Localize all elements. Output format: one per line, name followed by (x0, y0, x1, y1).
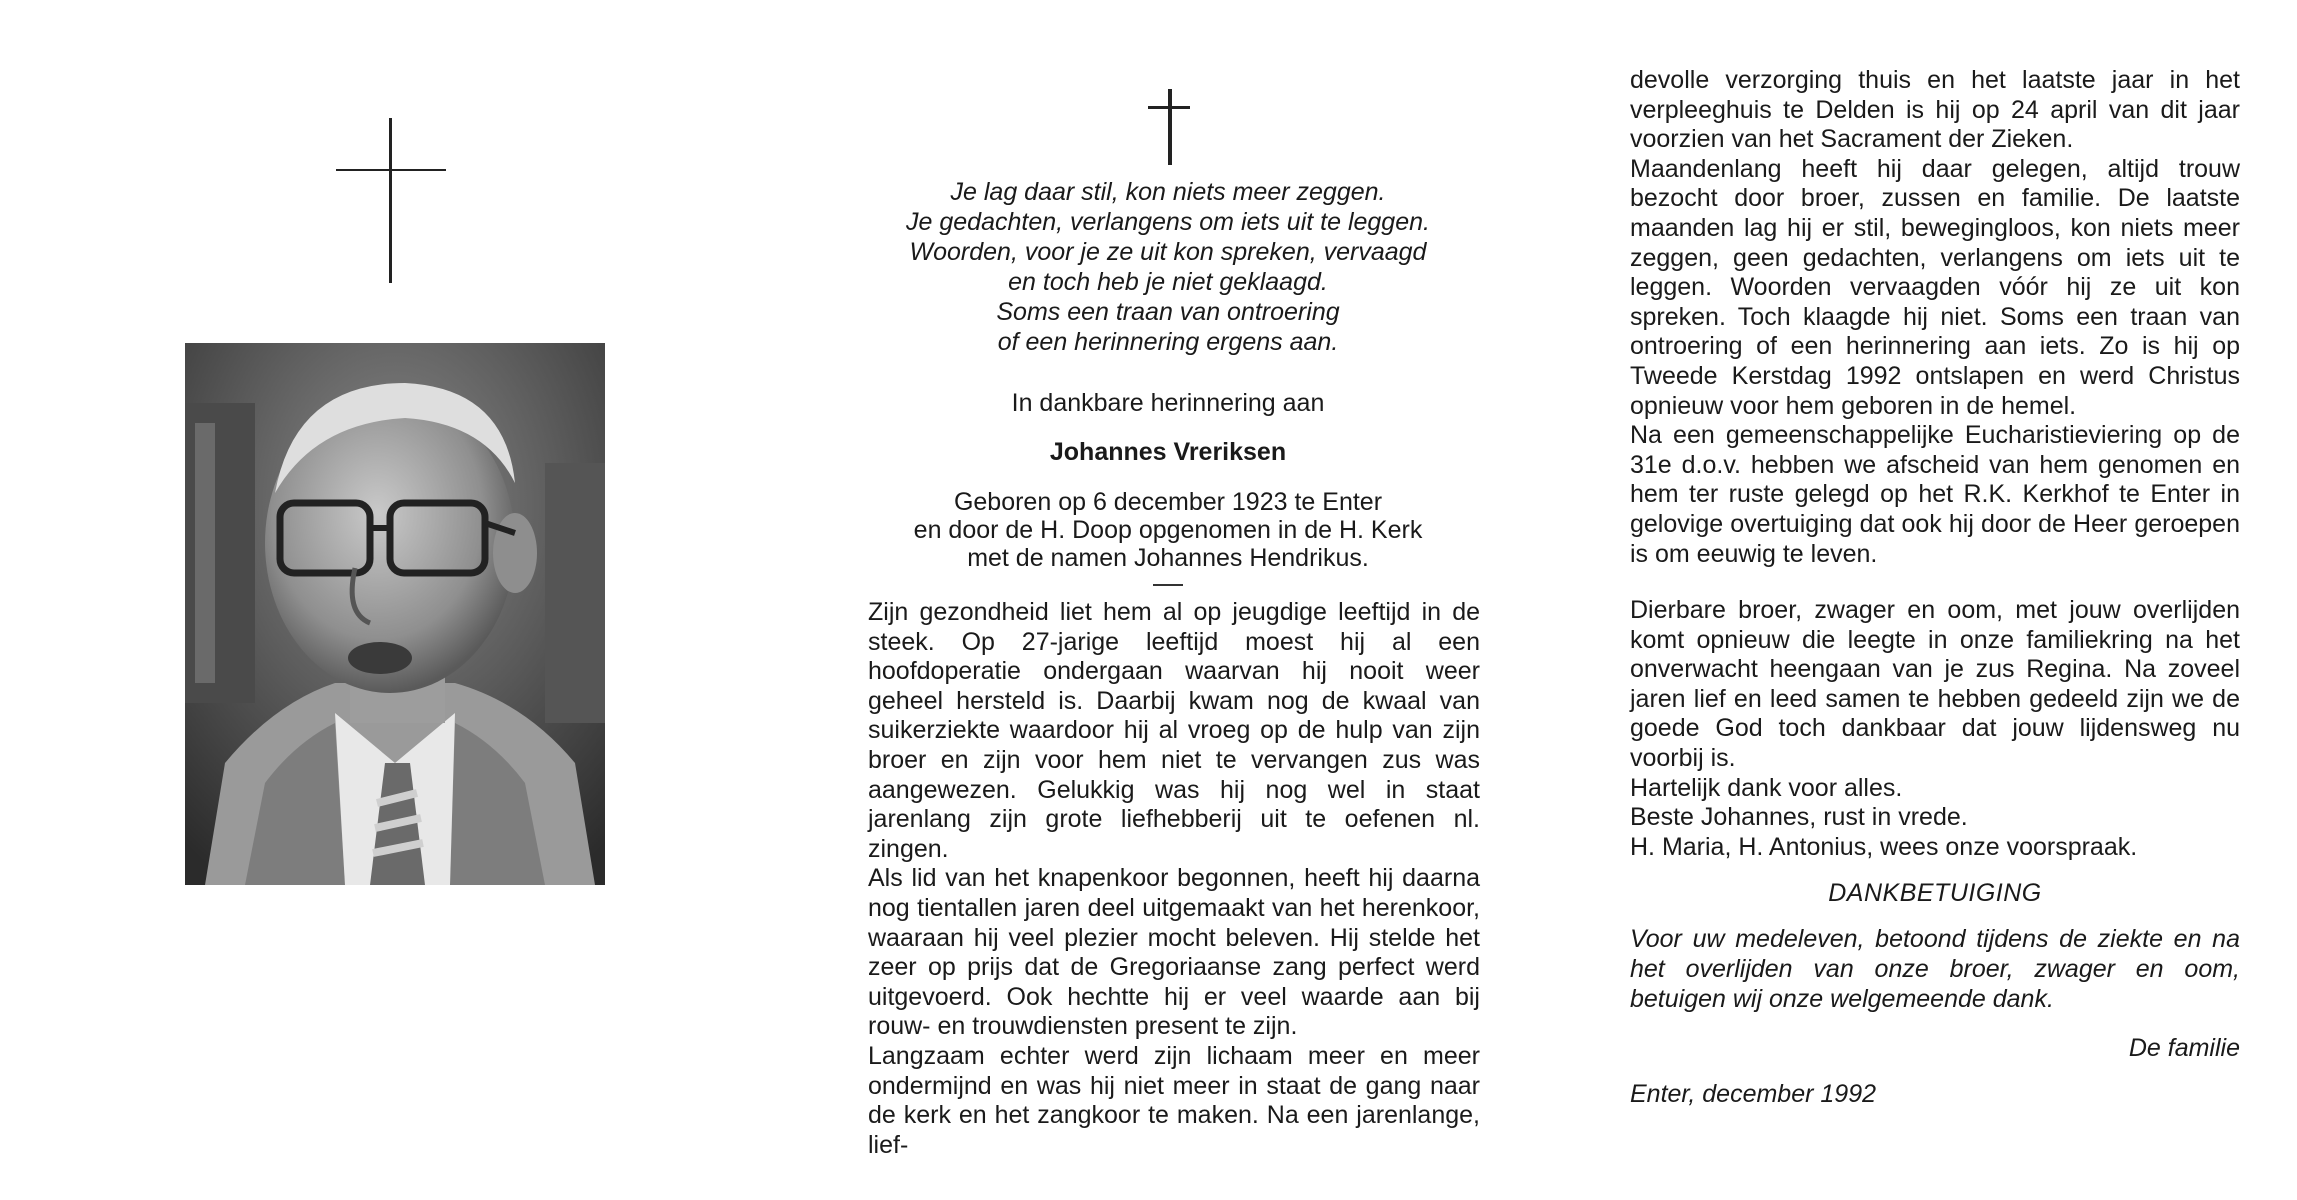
paragraph: Zijn gezondheid liet hem al op jeugdige leeftijd in de steek. Op 27-jarige leeftijd moest hij al een hoofdoperatie ondergaan waarvan hij nooit weer geheel hersteld is. Daarbij kwam nog de kwaal van suikerziekte waardoor hij al vroeg op de hulp van zijn broer en zijn voor hem niet te vervangen zus was aangewezen. Gelukkig was hij nog wel in staat jarenlang zijn grote liefhebberij uit te oefenen nl. zingen. (868, 598, 1480, 863)
closing-line: H. Maria, H. Antonius, wees onze voorspraak. (1630, 832, 2138, 861)
farewell-section (1630, 596, 2240, 862)
poem-line: of een herinnering ergens aan. (997, 328, 1339, 356)
poem-line: en toch heb je niet geklaagd. (1008, 268, 1328, 296)
poem-line: Woorden, voor je ze uit kon spreken, vervaagd (909, 238, 1427, 266)
portrait-photo (185, 343, 605, 885)
birth-line: Geboren op 6 december 1923 te Enter (953, 488, 1383, 516)
poem (868, 177, 1468, 357)
paragraph: Als lid van het knapenkoor begonnen, heeft hij daarna nog tientallen jaren deel uitgemaakt van het herenkoor, waaraan hij veel plezier mocht beleven. Hij stelde het zeer op prijs dat de Gregoriaanse zang perfect werd uitgevoerd. Ook hechtte hij er veel waarde aan bij rouw- en trouwdiensten present te zijn. (868, 864, 1480, 1041)
thanks-text: Voor uw medeleven, betoond tijdens de ziekte en na het overlijden van onze broer, zwager en oom, betuigen wij onze welgemeende dank. (1630, 925, 2240, 1013)
poem-line: Soms een traan van ontroering (996, 298, 1340, 326)
closing-line: Hartelijk dank voor alles. (1630, 773, 1903, 802)
signoff: De familie (2128, 1034, 2240, 1062)
deceased-name: Johannes Vreriksen (1049, 438, 1287, 466)
closing-line: Beste Johannes, rust in vrede. (1630, 803, 1968, 832)
intro-text: In dankbare herinnering aan (1011, 389, 1325, 417)
thanks-title: DANKBETUIGING (1828, 879, 2042, 907)
biography-middle (868, 598, 1480, 1160)
biography-right (1630, 66, 2240, 569)
paragraph: Langzaam echter werd zijn lichaam meer en meer ondermijnd en was hij niet meer in staat de gang naar de kerk en het zangkoor te maken. Na een jarenlange, lief- (868, 1041, 1480, 1159)
poem-line: Je gedachten, verlangens om iets uit te leggen. (906, 208, 1430, 236)
paragraph: Na een gemeenschappelijke Eucharistieviering op de 31e d.o.v. hebben we afscheid van hem genomen en hem ter ruste gelegd op het R.K. Kerkhof te Enter in gelovige overtuiging dat ook hij door de Heer geroepen is om eeuwig te leven. (1630, 421, 2240, 568)
divider (1153, 584, 1183, 586)
place-date: Enter, december 1992 (1630, 1080, 1876, 1108)
poem-line: Je lag daar stil, kon niets meer zeggen. (950, 178, 1386, 206)
paragraph: Dierbare broer, zwager en oom, met jouw overlijden komt opnieuw die leegte in onze familiekring na het onverwacht heengaan van je zus Regina. Na zoveel jaren lief en leed samen te hebben gedeeld zijn we de goede God toch dankbaar dat jouw lijdensweg nu voorbij is. (1630, 596, 2240, 772)
paragraph: devolle verzorging thuis en het laatste jaar in het verpleeghuis te Delden is hij op 24 april van dit jaar voorzien van het Sacrament der Zieken. (1630, 66, 2240, 154)
birth-line: en door de H. Doop opgenomen in de H. Kerk (913, 516, 1423, 544)
birth-line: met de namen Johannes Hendrikus. (967, 544, 1369, 572)
paragraph: Maandenlang heeft hij daar gelegen, altijd trouw bezocht door broer, zussen en familie. De laatste maanden lag hij er stil, bewegingloos, kon niets meer zeggen, geen gedachten, verlangens om iets uit te leggen. Woorden vervaagden vóór hij ze uit kon spreken. Toch klaagde hij niet. Soms een traan van ontroering of een herinnering aan iets. Zo is hij op Tweede Kerstdag 1992 ontslapen en werd Christus opnieuw voor hem geboren in de hemel. (1630, 154, 2240, 420)
